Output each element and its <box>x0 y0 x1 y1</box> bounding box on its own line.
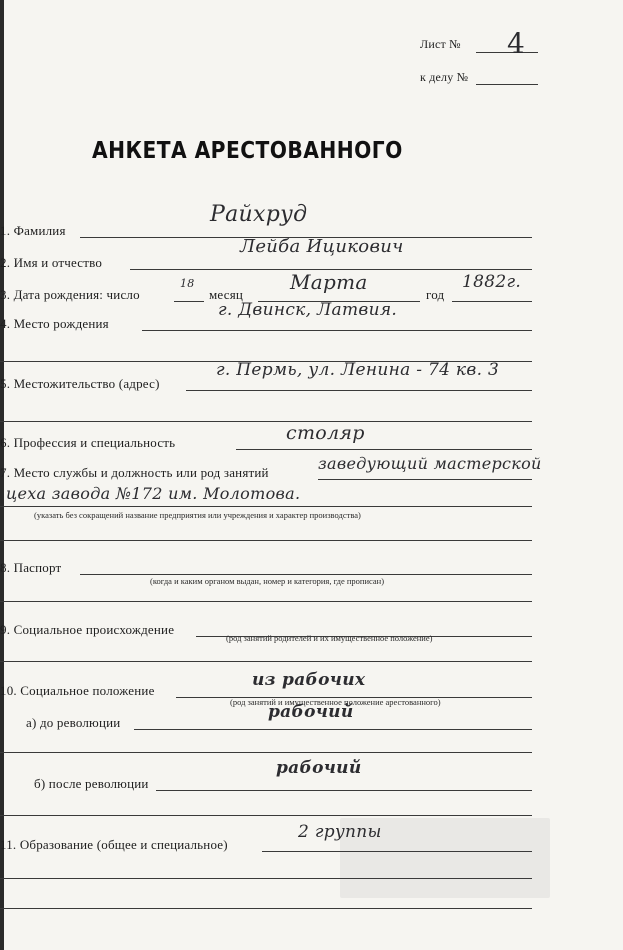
social-origin-label: 9. Социальное происхождение <box>0 622 175 637</box>
profession-label: 6. Профессия и специальность <box>0 435 176 450</box>
profession-line <box>236 449 532 450</box>
social-status-value: из рабочих <box>252 670 366 690</box>
workplace-value-line1: заведующий мастерской <box>318 454 542 473</box>
social-origin-extra-line <box>0 661 532 662</box>
passport-label: 8. Паспорт <box>0 560 62 575</box>
birth-date-label: 3. Дата рождения: число <box>0 287 140 302</box>
residence-extra-line <box>0 421 532 422</box>
social-status-label: 10. Социальное положение <box>0 683 155 698</box>
education-line <box>262 851 532 852</box>
education-label: 11. Образование (общее и специальное) <box>0 837 228 852</box>
before-revolution-extra-line <box>0 752 532 753</box>
before-revolution-label: а) до революции <box>26 715 121 730</box>
education-extra-line-1 <box>0 878 532 879</box>
residence-label: 5. Местожительство (адрес) <box>0 376 160 391</box>
before-revolution-line <box>134 729 532 730</box>
workplace-extra-line <box>0 540 532 541</box>
birth-year-label: год <box>426 287 445 302</box>
birthplace-label: 4. Место рождения <box>0 316 109 331</box>
profession-value: столяр <box>286 422 365 444</box>
birth-day-line <box>174 301 204 302</box>
education-extra-line-2 <box>0 908 532 909</box>
social-origin-note: (род занятий родителей и их имущественное положение) <box>226 633 433 643</box>
name-label: 2. Имя и отчество <box>0 255 103 270</box>
surname-label: 1. Фамилия <box>0 223 66 238</box>
after-revolution-value: рабочий <box>276 758 362 778</box>
birthplace-value: г. Двинск, Латвия. <box>218 300 398 320</box>
name-value: Лейба Ицикович <box>240 236 404 257</box>
passport-note: (когда и каким органом выдан, номер и категория, где прописан) <box>150 576 385 586</box>
birth-month-label: месяц <box>209 287 244 302</box>
passport-line <box>80 574 532 575</box>
social-status-note: (род занятий и имущественное положение арестованного) <box>230 697 441 707</box>
residence-line <box>186 390 532 391</box>
birth-year-value: 1882г. <box>462 272 522 292</box>
surname-value: Райхруд <box>210 202 308 227</box>
sheet-number-label: Лист № <box>420 37 461 51</box>
case-number-label: к делу № <box>420 70 469 84</box>
after-revolution-line <box>156 790 532 791</box>
passport-extra-line <box>0 601 532 602</box>
form-title: АНКЕТА АРЕСТОВАННОГО <box>92 138 403 164</box>
education-value: 2 группы <box>298 822 382 842</box>
before-revolution-value: рабочий <box>268 702 354 722</box>
workplace-note: (указать без сокращений название предприятия или учреждения и характер производства) <box>34 510 361 520</box>
birth-year-line <box>452 301 532 302</box>
workplace-value-line2: цеха завода №172 им. Молотова. <box>6 484 301 503</box>
after-revolution-label: б) после революции <box>34 776 149 791</box>
workplace-line <box>318 479 532 480</box>
workplace-second-line <box>0 506 532 507</box>
birth-month-value: Марта <box>290 270 368 294</box>
birth-day-value: 18 <box>180 277 195 290</box>
birthplace-line <box>142 330 532 331</box>
sheet-number-value: 4 <box>507 27 526 60</box>
case-number-line <box>476 84 538 85</box>
residence-value: г. Пермь, ул. Ленина - 74 кв. 3 <box>216 360 500 380</box>
workplace-label: 7. Место службы и должность или род занятий <box>0 465 269 480</box>
after-revolution-extra-line <box>0 815 532 816</box>
